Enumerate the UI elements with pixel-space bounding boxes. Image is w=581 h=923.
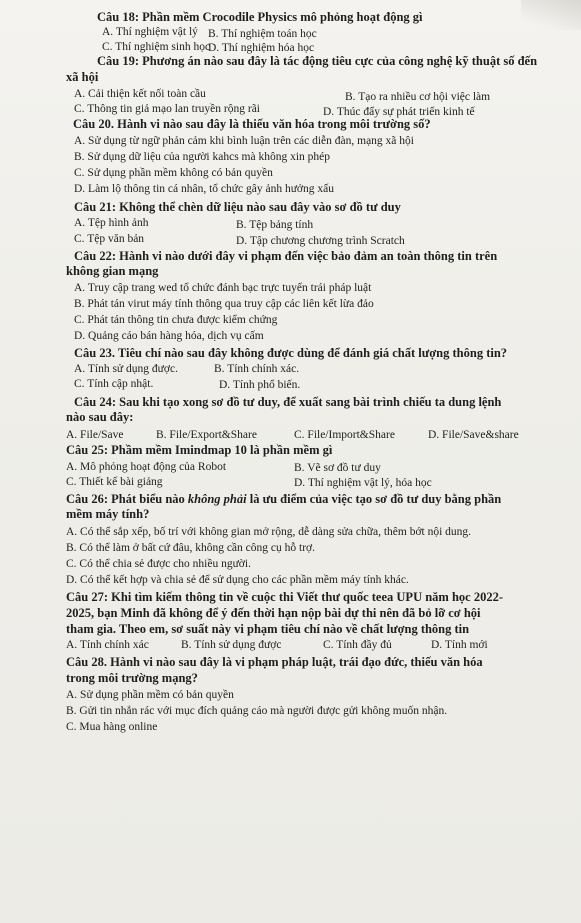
question-23-option-b: B. Tính chính xác. — [214, 363, 300, 375]
question-22-stem: Câu 22: Hành vi nào dưới đây vi phạm đến việc bảo đảm an toàn thông tin trên — [74, 249, 498, 263]
question-27-option-b: B. Tính sử dụng được — [181, 639, 282, 651]
question-19-stem-cont: xã hội — [66, 70, 99, 84]
question-27-option-a: A. Tính chính xác — [66, 639, 149, 651]
question-27-option-c: C. Tính đầy đủ — [323, 639, 392, 651]
question-22-option-a: A. Truy cập trang wed tổ chức đánh bạc trực tuyến trái pháp luật — [74, 282, 372, 294]
question-20-option-c: C. Sử dụng phần mềm không có bản quyền — [74, 167, 273, 179]
question-25-option-b: B. Vẽ sơ đồ tư duy — [294, 462, 381, 474]
question-19-stem: Câu 19: Phương án nào sau đây là tác động tiêu cực của công nghệ kỹ thuật số đến — [97, 54, 538, 68]
question-19-option-d: D. Thúc đẩy sự phát triển kinh tế — [323, 106, 475, 118]
question-25-option-d: D. Thí nghiệm vật lý, hóa học — [294, 477, 432, 489]
question-25-option-c: C. Thiết kế bài giảng — [66, 476, 163, 488]
question-20-stem: Câu 20. Hành vi nào sau đây là thiếu văn hóa trong môi trường số? — [73, 117, 431, 131]
question-28-stem-cont: trong môi trường mạng? — [66, 671, 198, 685]
question-25-option-a: A. Mô phỏng hoạt động của Robot — [66, 461, 227, 473]
question-25-stem: Câu 25: Phầm mềm Imindmap 10 là phần mềm gì — [66, 443, 333, 457]
question-18-option-b: B. Thí nghiệm toán học — [208, 28, 317, 40]
question-23-option-a: A. Tính sử dụng được. — [74, 363, 178, 375]
question-26-option-d: D. Có thể kết hợp và chia sẻ để sử dụng cho các phần mềm máy tính khác. — [66, 574, 409, 586]
question-19-option-c: C. Thông tin giả mạo lan truyền rộng rãi — [74, 103, 260, 115]
question-19-option-a: A. Cải thiện kết nối toàn cầu — [74, 88, 206, 100]
question-21-option-b: B. Tệp bảng tính — [236, 219, 314, 231]
question-28-stem: Câu 28. Hành vi nào sau đây là vi phạm pháp luật, trái đạo đức, thiếu văn hóa — [66, 655, 483, 669]
question-23-stem: Câu 23. Tiêu chí nào sau đây không được dùng để đánh giá chất lượng thông tin? — [74, 346, 508, 360]
question-24-option-b: B. File/Export&Share — [156, 429, 257, 441]
page-shadow — [521, 0, 581, 30]
question-20-option-a: A. Sử dụng từ ngữ phản cảm khi bình luận trên các diễn đàn, mạng xã hội — [74, 135, 414, 147]
question-21-option-a: A. Tệp hình ảnh — [74, 217, 149, 229]
question-28-option-c: C. Mua hàng online — [66, 721, 158, 733]
question-22-option-c: C. Phát tán thông tin chưa được kiểm chứng — [74, 314, 278, 326]
question-18-stem: Câu 18: Phần mềm Crocodile Physics mô phỏng hoạt động gì — [97, 10, 423, 24]
question-21-option-c: C. Tệp văn bản — [74, 233, 145, 245]
question-26-option-b: B. Có thể làm ở bất cứ đâu, không cần công cụ hỗ trợ. — [66, 542, 315, 554]
question-22-option-d: D. Quảng cáo bán hàng hóa, dịch vụ cấm — [74, 330, 264, 342]
question-18-option-c: C. Thí nghiệm sinh học — [102, 41, 211, 53]
question-28-option-a: A. Sử dụng phần mềm có bản quyền — [66, 689, 234, 701]
question-26-stem-post: là ưu điểm của việc tạo sơ đồ tư duy bằng phần — [246, 492, 502, 506]
question-27-stem-cont-2: tham gia. Theo em, sơ suất này vi phạm tiêu chí nào về chất lượng thông tin — [66, 622, 470, 636]
question-20-option-d: D. Làm lộ thông tin cá nhân, tổ chức gây ảnh hưởng xấu — [74, 183, 334, 195]
question-27-stem: Câu 27: Khi tìm kiếm thông tin về cuộc thi Viết thư quốc teea UPU năm học 2022- — [66, 590, 503, 604]
question-26-option-a: A. Có thể sắp xếp, bố trí với không gian mở rộng, dễ dàng sửa chữa, thêm bớt nội dung. — [66, 526, 472, 538]
question-22-stem-cont: không gian mạng — [66, 264, 159, 278]
question-26-stem — [66, 492, 501, 506]
question-19-option-b: B. Tạo ra nhiều cơ hội việc làm — [345, 91, 491, 103]
question-23-option-d: D. Tính phổ biến. — [219, 379, 301, 391]
question-24-option-a: A. File/Save — [66, 429, 124, 441]
question-24-option-c: C. File/Import&Share — [294, 429, 395, 441]
question-27-option-d: D. Tính mới — [431, 639, 488, 651]
question-18-option-a: A. Thí nghiệm vật lý — [102, 26, 198, 38]
question-20-option-b: B. Sử dụng dữ liệu của người kahcs mà không xin phép — [74, 151, 331, 163]
question-26-stem-emphasis: không phải — [187, 492, 247, 506]
question-23-option-c: C. Tính cập nhật. — [74, 378, 154, 390]
question-27-stem-cont-1: 2025, bạn Minh đã không để ý đến thời hạn nộp bài dự thi nên đã bỏ lỡ cơ hội — [66, 606, 481, 620]
question-24-stem-cont: nào sau đây: — [66, 410, 134, 424]
question-18-option-d: D. Thí nghiệm hóa học — [208, 42, 315, 54]
question-26-stem-cont: mềm máy tính? — [66, 507, 150, 521]
question-21-option-d: D. Tập chương chương trình Scratch — [236, 235, 405, 247]
question-24-option-d: D. File/Save&share — [428, 429, 519, 441]
question-24-stem: Câu 24: Sau khi tạo xong sơ đồ tư duy, để xuất sang bài trình chiếu ta dung lệnh — [74, 395, 502, 409]
question-26-option-c: C. Có thể chia sẻ được cho nhiều người. — [66, 558, 251, 570]
question-26-stem-pre: Câu 26: Phát biểu nào — [66, 492, 188, 506]
question-21-stem: Câu 21: Không thể chèn dữ liệu nào sau đây vào sơ đồ tư duy — [74, 200, 401, 214]
question-28-option-b: B. Gửi tin nhắn rác với mục đích quảng cáo mà người được gửi không muốn nhận. — [66, 705, 448, 717]
question-22-option-b: B. Phát tán virut máy tính thông qua truy cập các liên kết lừa đảo — [74, 298, 374, 310]
